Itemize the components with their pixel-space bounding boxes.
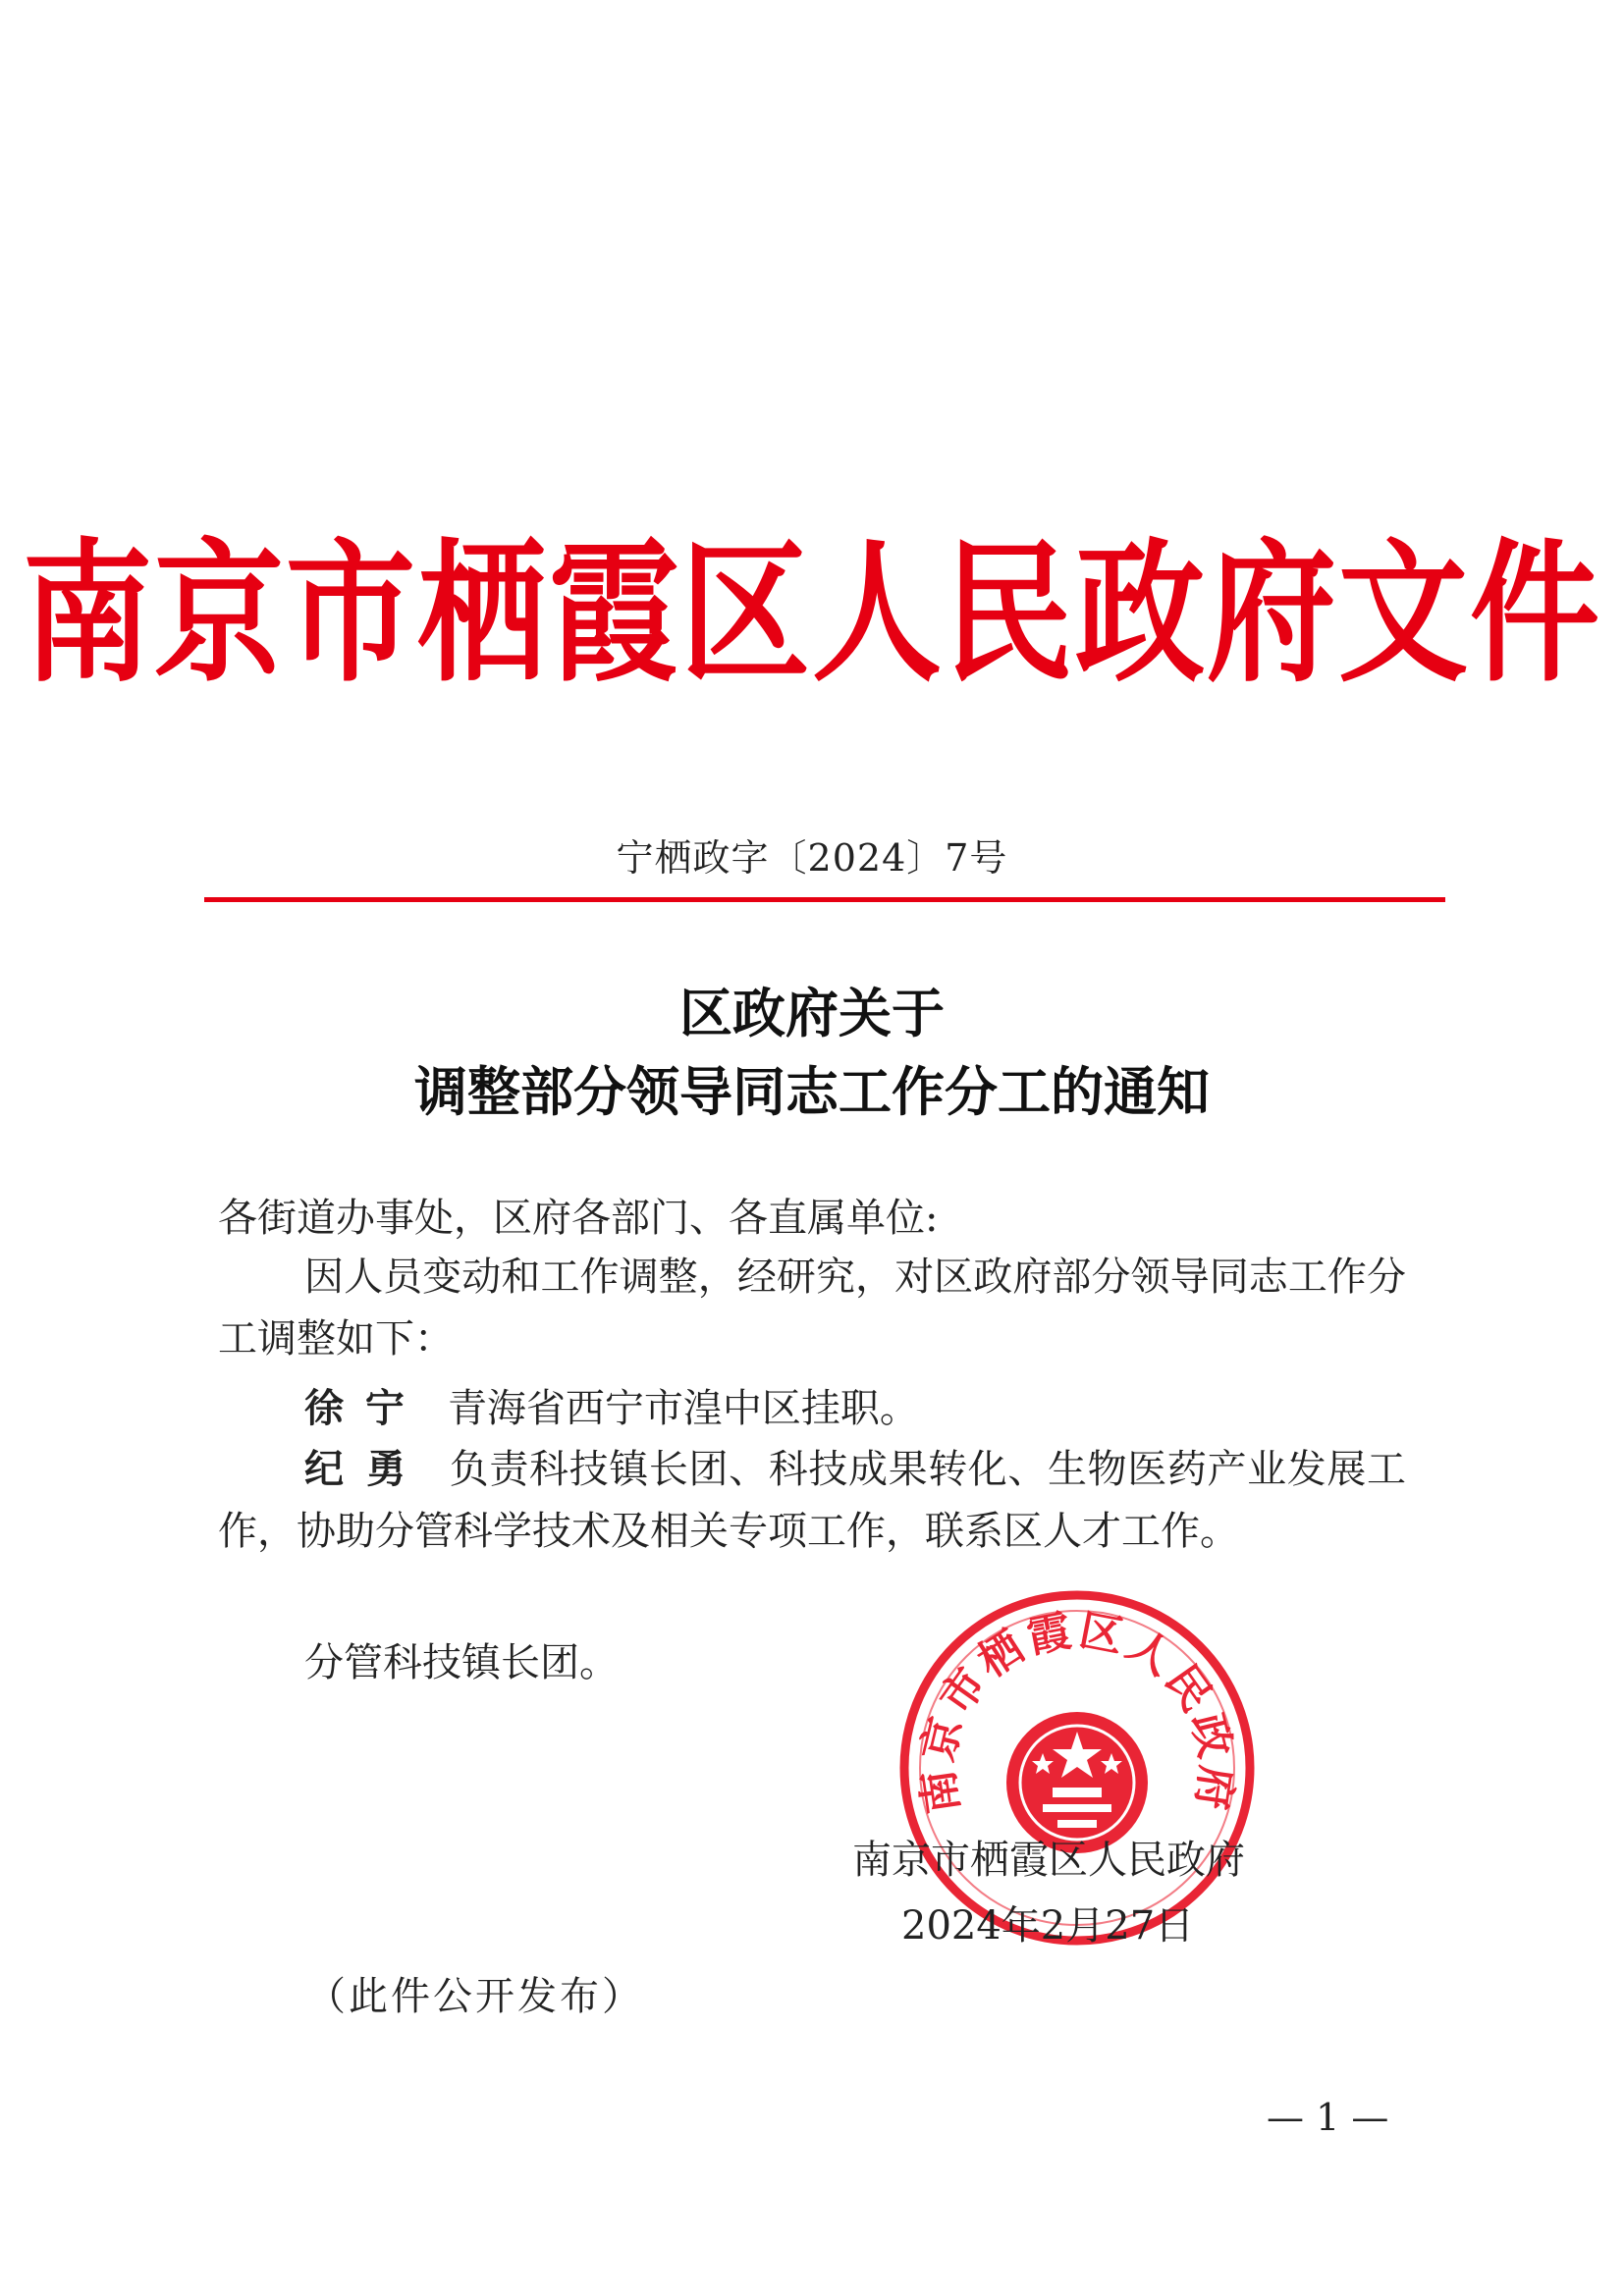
assignment-text: 青海省西宁市湟中区挂职。 <box>447 1386 919 1431</box>
document-masthead: 南京市栖霞区人民政府文件 <box>23 525 1601 704</box>
assignment-text: 负责科技镇长团、科技成果转化、生物医药产业发展工作，协助分管科学技术及相关专项工作，联系区人才工作。 <box>218 1447 1406 1554</box>
assignment-item <box>218 1439 1406 1563</box>
salutation: 各街道办事处，区府各部门、各直属单位: <box>218 1196 939 1241</box>
intro-paragraph: 因人员变动和工作调整，经研究，对区政府部分领导同志工作分工调整如下： <box>218 1255 1406 1362</box>
red-divider-line <box>204 897 1445 902</box>
document-number: 宁栖政字〔2024〕7号 <box>616 836 1008 880</box>
signature-date: 2024年2月27日 <box>901 1903 1195 1949</box>
notice-title-line2: 调整部分领导同志工作分工的通知 <box>414 1060 1210 1123</box>
seal-text: 南京市栖霞区人民政府 <box>912 1605 1242 1817</box>
assignment-item <box>218 1378 1406 1440</box>
public-release-note: （此件公开发布） <box>306 1974 644 2019</box>
extra-paragraph: 分管科技镇长团。 <box>304 1640 619 1685</box>
person-name: 纪 勇 <box>304 1447 410 1492</box>
person-name: 徐 宁 <box>304 1386 408 1431</box>
notice-title-line1: 区政府关于 <box>679 982 945 1044</box>
page-number: — 1 — <box>1267 2096 1389 2139</box>
signature-organization: 南京市栖霞区人民政府 <box>852 1838 1245 1883</box>
